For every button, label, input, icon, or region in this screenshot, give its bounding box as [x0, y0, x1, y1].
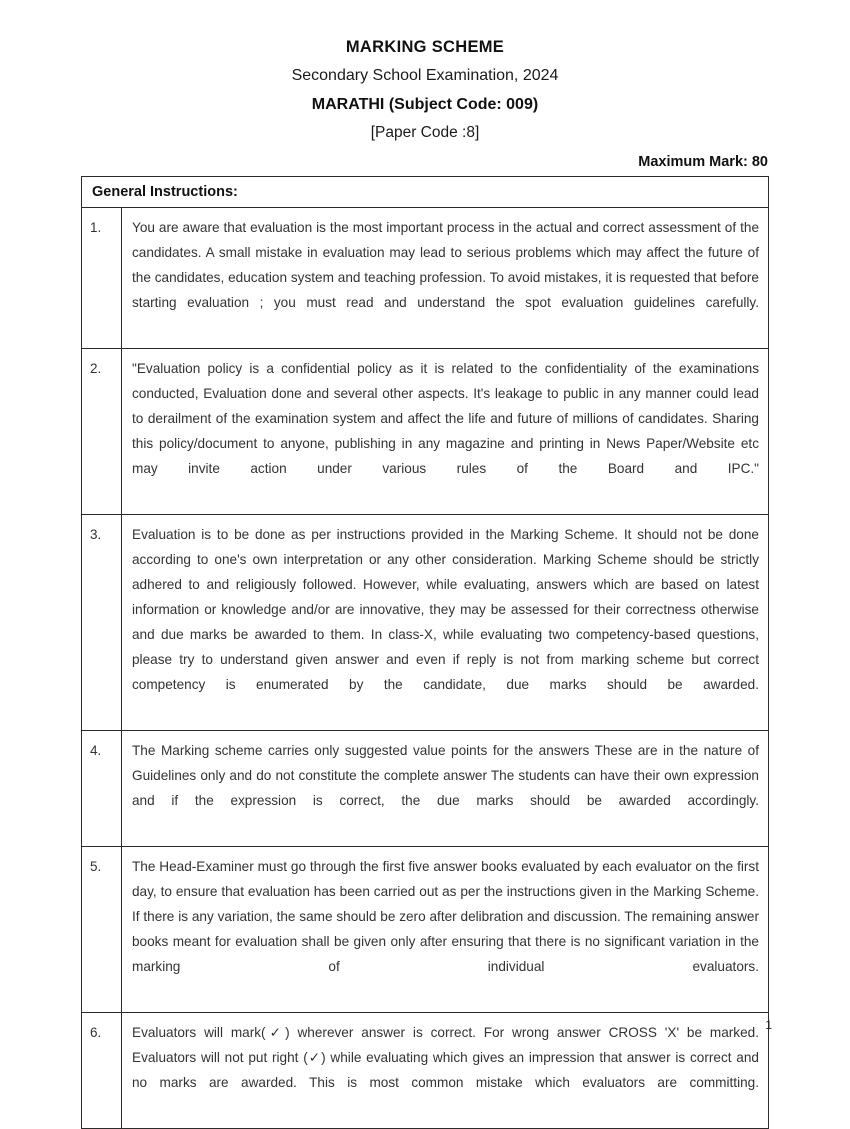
table-row [82, 731, 768, 847]
instruction-text: Evaluators will mark(✓) wherever answer is correct. For wrong answer CROSS 'X' be marked. Evaluators will not put right (✓) while evaluating which gives an impression that answer is correct and no marks are awarded. This is most common mistake which evaluators are committing. [132, 1025, 759, 1090]
instruction-text: The Marking scheme carries only suggested value points for the answers These are in the nature of Guidelines only and do not constitute the complete answer The students can have their own expression and if the expression is correct, the due marks should be awarded accordingly. [132, 743, 759, 808]
instruction-text: The Head-Examiner must go through the first five answer books evaluated by each evaluator on the first day, to ensure that evaluation has been carried out as per the instructions given in the Marking Scheme. If there is any variation, the same should be zero after delibration and discussion. The remaining answer books meant for evaluation shall be given only after ensuring that there is no significant variation in the marking of individual evaluators. [132, 859, 759, 974]
instruction-number: 2. [82, 349, 122, 514]
instruction-text: "Evaluation policy is a confidential policy as it is related to the confidentiality of the examinations conducted, Evaluation done and several other aspects. It's leakage to public in any manner could lead to derailment of the examination system and affect the life and future of millions of candidates. Sharing this policy/document to anyone, publishing in any magazine and printing in News Paper/Website etc may invite action under various rules of the Board and IPC." [132, 361, 759, 476]
table-header-row [82, 177, 768, 208]
general-instructions-table [81, 176, 769, 1129]
subject-and-code: MARATHI (Subject Code: 009) [311, 96, 539, 113]
examination-name: Secondary School Examination, 2024 [291, 67, 559, 84]
table-row [82, 349, 768, 515]
instruction-number: 4. [82, 731, 122, 846]
paper-code: [Paper Code :8] [370, 124, 480, 141]
document-title: MARKING SCHEME [345, 38, 505, 56]
table-row [82, 208, 768, 349]
instruction-text: You are aware that evaluation is the most important process in the actual and correct assessment of the candidates. A small mistake in evaluation may lead to serious problems which may affect the future of the candidates, education system and teaching profession. To avoid mistakes, it is requested that before starting evaluation ; you must read and understand the spot evaluation guidelines carefully. [132, 220, 759, 310]
instruction-number: 3. [82, 515, 122, 730]
table-row [82, 847, 768, 1013]
instruction-text: Evaluation is to be done as per instructions provided in the Marking Scheme. It should not be done according to one's own interpretation or any other consideration. Marking Scheme should be strictly adhered to and religiously followed. However, while evaluating, answers which are based on latest information or knowledge and/or are innovative, they may be assessed for their correctness otherwise and due marks be awarded to them. In class-X, while evaluating two competency-based questions, please try to understand given answer and even if reply is not from marking scheme but correct competency is enumerated by the candidate, due marks should be awarded. [132, 527, 759, 692]
instruction-number: 5. [82, 847, 122, 1012]
page-number: 1 [765, 1018, 772, 1032]
document-header [0, 0, 850, 144]
instruction-number: 1. [82, 208, 122, 348]
table-row [82, 515, 768, 731]
table-header-label: General Instructions: [92, 184, 238, 200]
maximum-mark: Maximum Mark: 80 [638, 154, 768, 170]
instruction-number: 6. [82, 1013, 122, 1128]
table-row [82, 1013, 768, 1128]
